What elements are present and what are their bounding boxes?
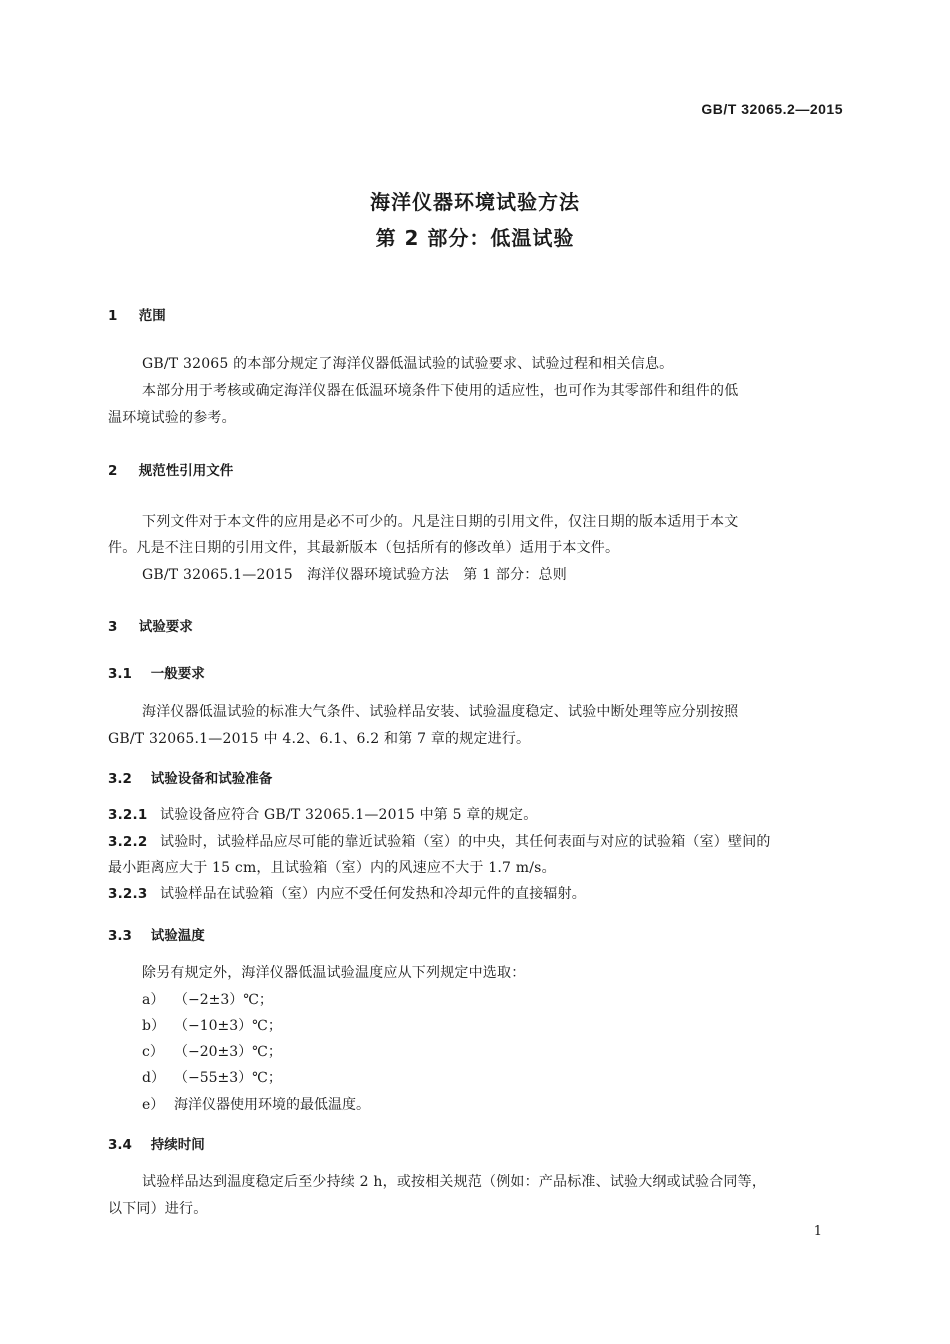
section-title: 试验设备和试验准备 xyxy=(150,771,273,787)
section-number: 3.3 xyxy=(108,928,132,944)
clause-number: 3.2.2 xyxy=(108,834,148,850)
document-title: 海洋仪器环境试验方法 xyxy=(370,190,580,214)
section-3-heading xyxy=(108,615,193,635)
section-title: 规范性引用文件 xyxy=(138,463,234,479)
section-3-1-heading xyxy=(108,662,205,682)
section-3-3-heading xyxy=(108,924,205,944)
list-label: c） xyxy=(142,1044,164,1060)
list-label: d） xyxy=(142,1070,165,1086)
list-label: a） xyxy=(142,992,165,1008)
paragraph: 试验样品达到温度稳定后至少持续 2 h，或按相关规范（例如：产品标准、试验大纲或试验合同等， xyxy=(142,1174,767,1190)
clause-3-2-3 xyxy=(108,883,586,903)
list-label: b） xyxy=(142,1018,165,1034)
clause-text: 试验设备应符合 GB/T 32065.1—2015 中第 5 章的规定。 xyxy=(160,807,538,823)
section-number: 3.2 xyxy=(108,771,132,787)
section-number: 3.1 xyxy=(108,666,132,682)
paragraph: 下列文件对于本文件的应用是必不可少的。凡是注日期的引用文件，仅注日期的版本适用于本文 xyxy=(142,514,739,530)
list-item xyxy=(142,1067,282,1087)
section-title: 一般要求 xyxy=(150,666,205,682)
list-text: （−2±3）℃； xyxy=(174,992,273,1008)
section-number: 2 xyxy=(108,463,118,479)
page-number: 1 xyxy=(813,1224,822,1239)
paragraph: 除另有规定外，海洋仪器低温试验温度应从下列规定中选取： xyxy=(142,965,526,981)
section-number: 3 xyxy=(108,619,118,635)
list-label: e） xyxy=(142,1097,165,1113)
paragraph: 件。凡是不注日期的引用文件，其最新版本（包括所有的修改单）适用于本文件。 xyxy=(108,540,620,556)
paragraph: 海洋仪器低温试验的标准大气条件、试验样品安装、试验温度稳定、试验中断处理等应分别按照 xyxy=(142,704,739,720)
clause-text-continued: 最小距离应大于 15 cm，且试验箱（室）内的风速应不大于 1.7 m/s。 xyxy=(108,860,556,876)
section-title: 试验要求 xyxy=(138,619,193,635)
clause-3-2-1 xyxy=(108,804,537,824)
list-item xyxy=(142,1041,282,1061)
section-3-2-heading xyxy=(108,767,272,787)
list-text: 海洋仪器使用环境的最低温度。 xyxy=(174,1097,370,1113)
paragraph: GB/T 32065.1—2015 中 4.2、6.1、6.2 和第 7 章的规定进行。 xyxy=(108,731,531,747)
clause-text: 试验时，试验样品应尽可能的靠近试验箱（室）的中央，其任何表面与对应的试验箱（室）壁间的 xyxy=(160,834,771,850)
section-1-heading xyxy=(108,304,166,324)
document-subtitle: 第 2 部分：低温试验 xyxy=(375,226,575,250)
list-item xyxy=(142,1094,370,1114)
list-text: （−10±3）℃； xyxy=(174,1018,282,1034)
section-number: 1 xyxy=(108,308,118,324)
section-number: 3.4 xyxy=(108,1137,132,1153)
paragraph: GB/T 32065 的本部分规定了海洋仪器低温试验的试验要求、试验过程和相关信息。 xyxy=(142,356,674,372)
paragraph: 以下同）进行。 xyxy=(108,1201,208,1217)
section-title: 试验温度 xyxy=(150,928,205,944)
clause-text: 试验样品在试验箱（室）内应不受任何发热和冷却元件的直接辐射。 xyxy=(160,886,586,902)
clause-number: 3.2.1 xyxy=(108,807,148,823)
section-3-4-heading xyxy=(108,1133,205,1153)
paragraph: 温环境试验的参考。 xyxy=(108,410,236,426)
standard-number: GB/T 32065.2—2015 xyxy=(701,101,843,117)
clause-number: 3.2.3 xyxy=(108,886,148,902)
reference-item: GB/T 32065.1—2015 海洋仪器环境试验方法 第 1 部分：总则 xyxy=(142,567,567,583)
section-title: 范围 xyxy=(138,308,166,324)
list-text: （−55±3）℃； xyxy=(174,1070,282,1086)
section-2-heading xyxy=(108,459,233,479)
section-title: 持续时间 xyxy=(150,1137,205,1153)
list-text: （−20±3）℃； xyxy=(174,1044,282,1060)
paragraph: 本部分用于考核或确定海洋仪器在低温环境条件下使用的适应性，也可作为其零部件和组件的低 xyxy=(142,383,739,399)
list-item xyxy=(142,989,273,1009)
clause-3-2-2 xyxy=(108,831,771,851)
list-item xyxy=(142,1015,282,1035)
